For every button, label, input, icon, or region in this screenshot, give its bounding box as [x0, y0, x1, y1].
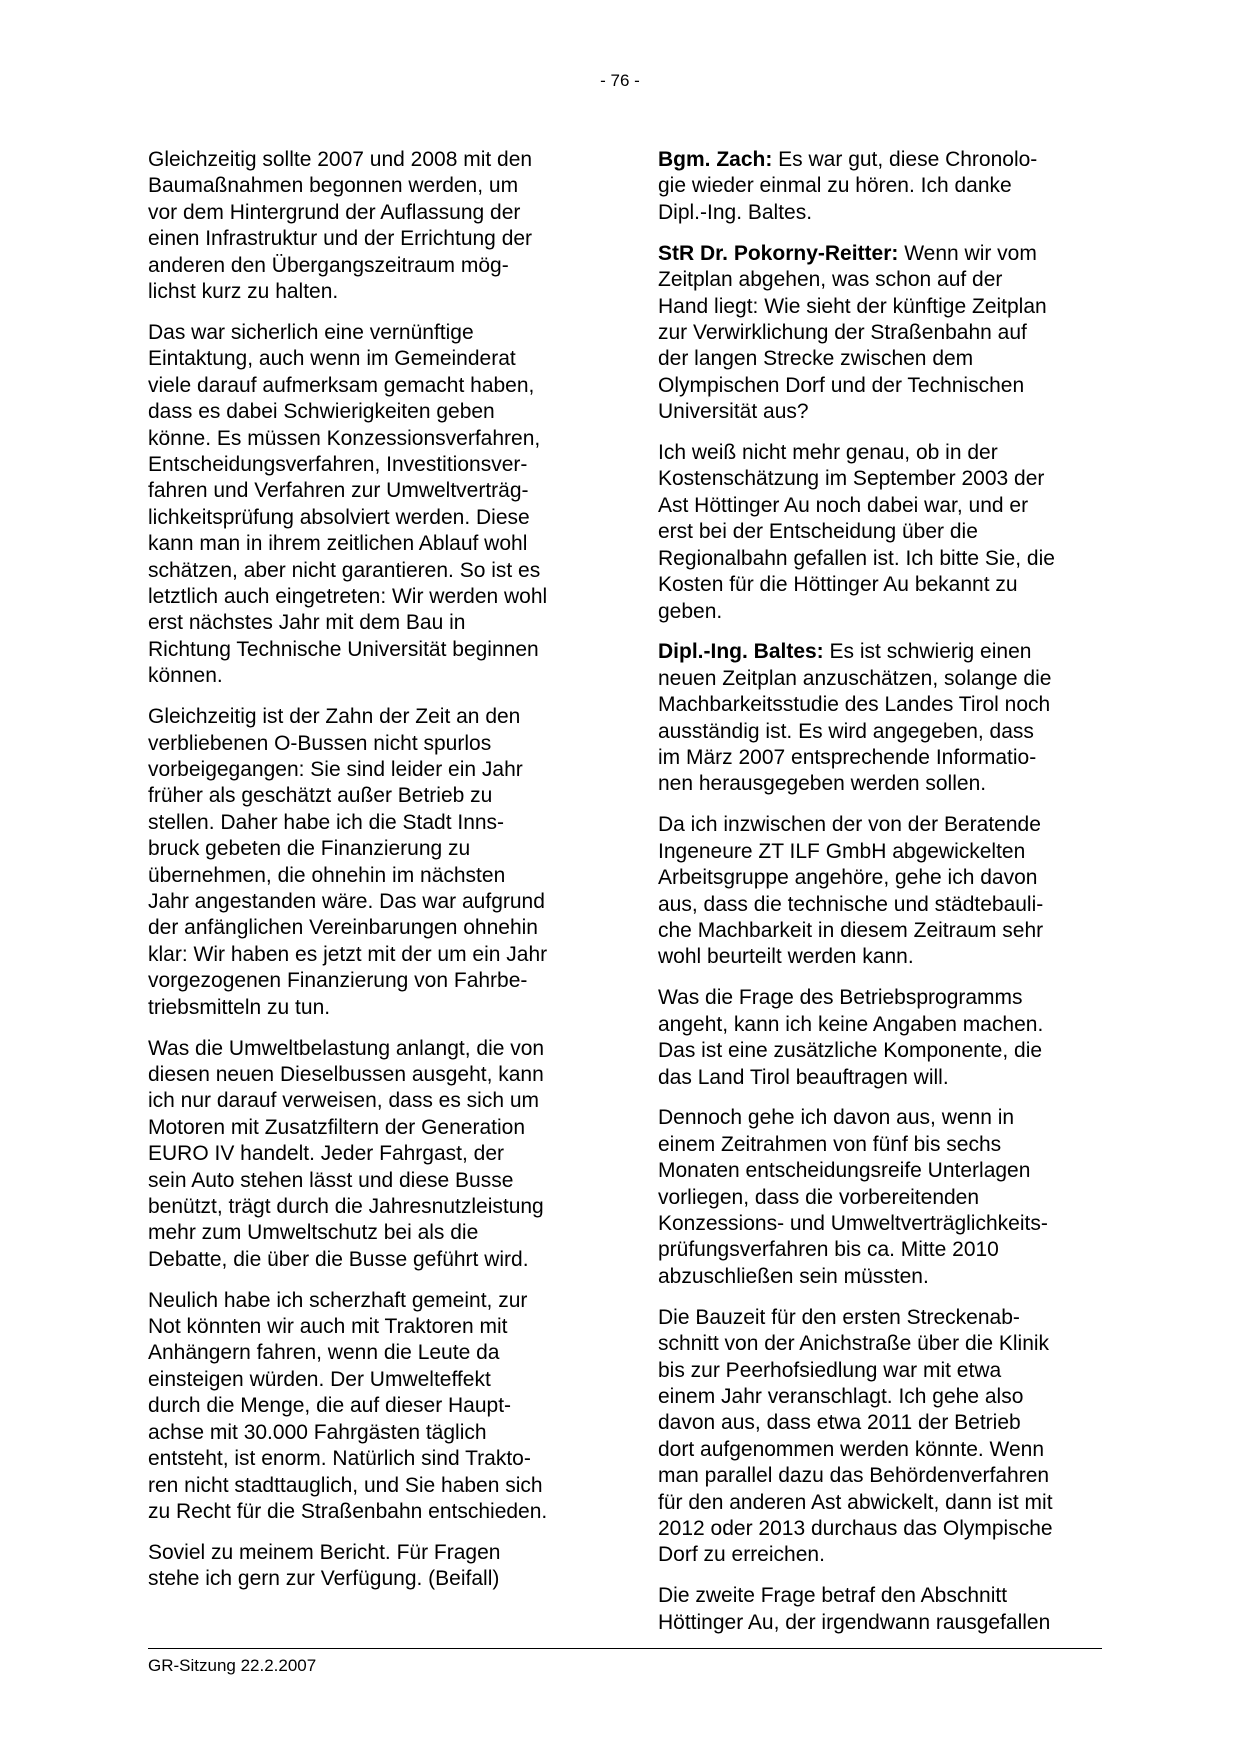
- paragraph: Soviel zu meinem Bericht. Für Fragen stehe ich gern zur Verfügung. (Beifall): [148, 1540, 501, 1591]
- speaker-name: StR Dr. Pokorny-Reitter:: [658, 241, 899, 265]
- paragraph: [658, 241, 1103, 426]
- speaker-name: Bgm. Zach:: [658, 148, 773, 171]
- paragraph: Dennoch gehe ich davon aus, wenn in einem Zeitrahmen von fünf bis sechs Monaten entscheidungsreife Unterlagen vorliegen, dass die vorbereitenden Konzessions- und Umweltverträglichkeits- prüfungsverfahren bis ca. Mitte 2010 abzuschließen sein müssten.: [658, 1106, 1048, 1288]
- paragraph-text: Es war gut, diese Chronolo- gie wieder einmal zu hören. Ich danke Dipl.-Ing. Baltes.: [658, 148, 1038, 224]
- paragraph-text: Es ist schwierig einen neuen Zeitplan anzuschätzen, solange die Machbarkeitsstudie des Landes Tirol noch ausständig ist. Es wird angegeben, dass im März 2007 entsprechende Informatio- nen herausgegeben werden sollen.: [658, 640, 1052, 796]
- paragraph: [658, 639, 1103, 797]
- paragraph: Gleichzeitig sollte 2007 und 2008 mit den Baumaßnahmen begonnen werden, um vor dem Hintergrund der Auflassung der einen Infrastruktur und der Errichtung der anderen den Übergangszeitraum mög- lichst kurz zu halten.: [148, 148, 533, 304]
- paragraph: Neulich habe ich scherzhaft gemeint, zur Not könnten wir auch mit Traktoren mit Anhängern fahren, wenn die Leute da einsteigen würden. Der Umwelteffekt durch die Menge, die auf dieser Haupt- achse mit 30.000 Fahrgästen täglich entsteht, ist enorm. Natürlich sind Trakto- ren nicht stadttauglich, und Sie haben sich zu Recht für die Straßenbahn entschieden.: [148, 1288, 548, 1523]
- paragraph: Das war sicherlich eine vernünftige Eintaktung, auch wenn im Gemeinderat viele darauf aufmerksam gemacht haben, dass es dabei Schwierigkeiten geben könne. Es müssen Konzessionsverfahren, Entscheidungsverfahren, Investitionsver- fahren und Verfahren zur Umweltverträg- lichkeitsprüfung absolviert werden. Diese kann man in ihrem zeitlichen Ablauf wohl schätzen, aber nicht garantieren. So ist es letztlich auch eingetreten: Wir werden wohl erst nächstes Jahr mit dem Bau in Richtung Technische Universität beginnen können.: [148, 320, 548, 688]
- left-column: [148, 147, 593, 1607]
- paragraph: [658, 147, 1103, 226]
- paragraph: Was die Frage des Betriebsprogramms angeht, kann ich keine Angaben machen. Das ist eine zusätzliche Komponente, die das Land Tirol beauftragen will.: [658, 986, 1044, 1089]
- footer-text: GR-Sitzung 22.2.2007: [148, 1656, 317, 1675]
- paragraph-text: Wenn wir vom Zeitplan abgehen, was schon auf der Hand liegt: Wie sieht der künftige Zeitplan zur Verwirklichung der Straßenbahn auf der langen Strecke zwischen dem Olympischen Dorf und der Technischen Universität aus?: [658, 241, 1047, 424]
- page-number: - 76 -: [600, 71, 640, 90]
- paragraph: Gleichzeitig ist der Zahn der Zeit an den verbliebenen O-Bussen nicht spurlos vorbeigegangen: Sie sind leider ein Jahr früher als geschätzt außer Betrieb zu stellen. Daher habe ich die Stadt Inns- bruck gebeten die Finanzierung zu übernehmen, die ohnehin im nächsten Jahr angestanden wäre. Das war aufgrund der anfänglichen Vereinbarungen ohnehin klar: Wir haben es jetzt mit der um ein Jahr vorgezogenen Finanzierung von Fahrbe- triebsmitteln zu tun.: [148, 705, 548, 1019]
- speaker-name: Dipl.-Ing. Baltes:: [658, 640, 824, 664]
- paragraph: Die zweite Frage betraf den Abschnitt Höttinger Au, der irgendwann rausgefallen: [658, 1584, 1051, 1634]
- paragraph: Die Bauzeit für den ersten Streckenab- schnitt von der Anichstraße über die Klinik bis zur Peerhofsiedlung war mit etwa einem Jahr veranschlagt. Ich gehe also davon aus, dass etwa 2011 der Betrieb dort aufgenommen werden könnte. Wenn man parallel dazu das Behördenverfahren für den anderen Ast abwickelt, dann ist mit 2012 oder 2013 durchaus das Olympische Dorf zu erreichen.: [658, 1305, 1053, 1567]
- paragraph: Da ich inzwischen der von der Beratende Ingeneure ZT ILF GmbH abgewickelten Arbeitsgruppe angehöre, gehe ich davon aus, dass die technische und städtebauli- che Machbarkeit in diesem Zeitraum sehr wohl beurteilt werden kann.: [658, 813, 1044, 969]
- paragraph: Was die Umweltbelastung anlangt, die von diesen neuen Dieselbussen ausgeht, kann ich nur darauf verweisen, dass es sich um Motoren mit Zusatzfiltern der Generation EURO IV handelt. Jeder Fahrgast, der sein Auto stehen lässt und diese Busse benützt, trägt durch die Jahresnutzleistung mehr zum Umweltschutz bei als die Debatte, die über die Busse geführt wird.: [148, 1036, 545, 1271]
- right-column: [658, 147, 1103, 1651]
- footer-divider: [148, 1648, 1102, 1649]
- paragraph: Ich weiß nicht mehr genau, ob in der Kostenschätzung im September 2003 der Ast Höttinger Au noch dabei war, und er erst bei der Entscheidung über die Regionalbahn gefallen ist. Ich bitte Sie, die Kosten für die Höttinger Au bekannt zu geben.: [658, 441, 1055, 623]
